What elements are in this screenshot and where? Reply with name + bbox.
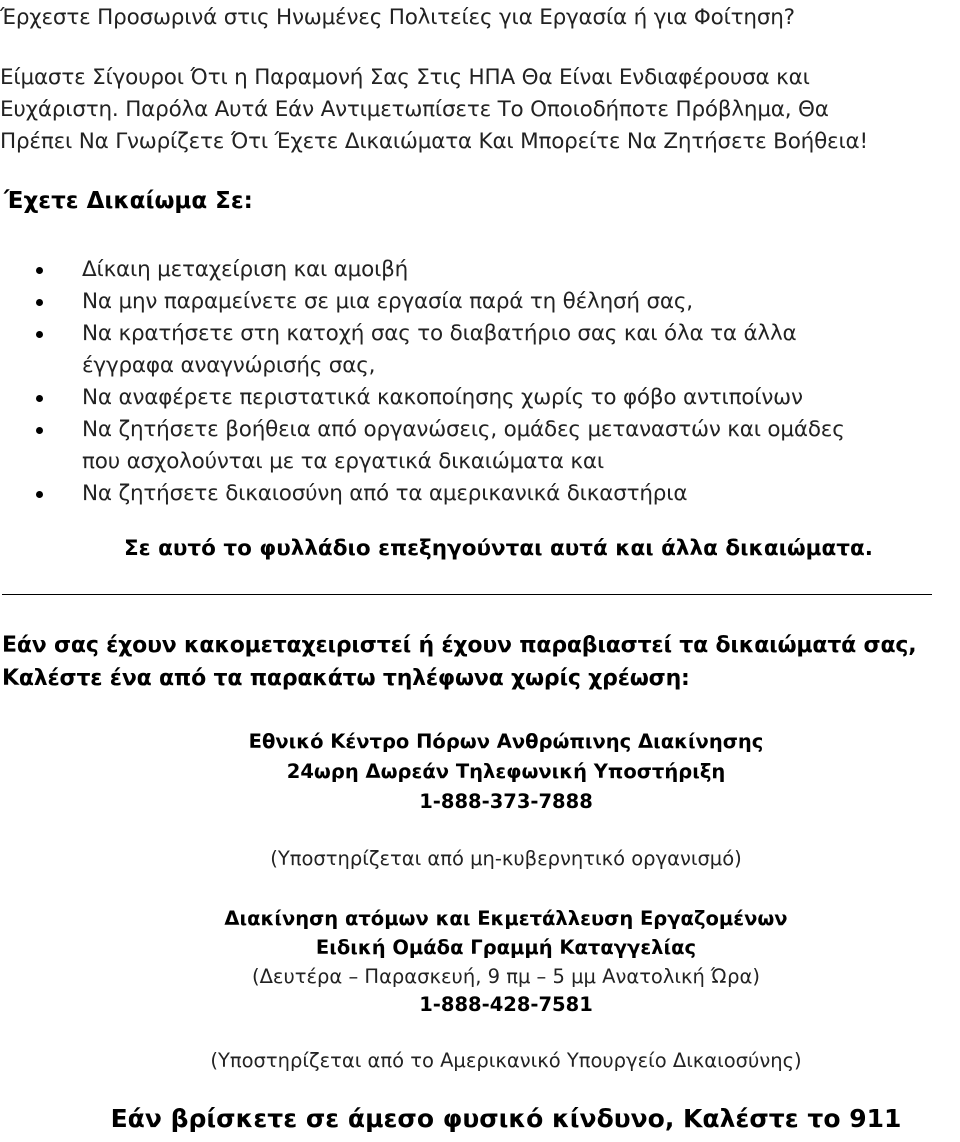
rights-item-text: Να αναφέρετε περιστατικά κακοποίησης χωρίς το φόβο αντιποίνων bbox=[82, 385, 803, 410]
abuse-notice-line-1: Εάν σας έχουν κακομεταχειριστεί ή έχουν παραβιαστεί τα δικαιώματά σας, bbox=[2, 633, 917, 658]
hotline-2-hours: (Δευτέρα – Παρασκευή, 9 πμ – 5 μμ Ανατολική Ώρα) bbox=[251, 965, 760, 988]
rights-list-item bbox=[0, 478, 960, 510]
hotline-1-support: (Υποστηρίζεται από μη-κυβερνητικό οργανισμό) bbox=[270, 847, 742, 870]
bullet-icon bbox=[36, 491, 43, 498]
hotline-2-subtitle: Ειδική Ομάδα Γραμμή Καταγγελίας bbox=[315, 936, 697, 959]
bullet-icon bbox=[36, 395, 43, 402]
hotline-1-name: Εθνικό Κέντρο Πόρων Ανθρώπινης Διακίνησης bbox=[248, 730, 764, 753]
rights-heading: Έχετε Δικαίωμα Σε: bbox=[4, 188, 253, 214]
rights-item-text: Να κρατήσετε στη κατοχή σας το διαβατήριο σας και όλα τα άλλα bbox=[82, 321, 797, 346]
bullet-icon bbox=[36, 299, 43, 306]
hotline-2-support: (Υποστηρίζεται από το Αμερικανικό Υπουργείο Δικαιοσύνης) bbox=[210, 1049, 802, 1072]
rights-list-item-continuation bbox=[0, 446, 960, 478]
rights-list-item bbox=[0, 286, 960, 318]
rights-item-text: έγγραφα αναγνώρισής σας, bbox=[82, 353, 376, 378]
rights-list-item bbox=[0, 254, 960, 286]
bullet-icon bbox=[36, 427, 43, 434]
emergency-notice: Εάν βρίσκετε σε άμεσο φυσικό κίνδυνο, Καλέστε το 911 bbox=[110, 1104, 902, 1133]
rights-list-item-continuation bbox=[0, 350, 960, 382]
bullet-icon bbox=[36, 267, 43, 274]
rights-item-text: Να ζητήσετε βοήθεια από οργανώσεις, ομάδες μεταναστών και ομάδες bbox=[82, 417, 845, 442]
abuse-notice-line-2: Καλέστε ένα από τα παρακάτω τηλέφωνα χωρίς χρέωση: bbox=[2, 666, 690, 691]
hotline-2-name: Διακίνηση ατόμων και Εκμετάλλευση Εργαζομένων bbox=[224, 907, 788, 930]
rights-list-item bbox=[0, 414, 960, 446]
rights-list bbox=[0, 254, 960, 510]
rights-item-text: Δίκαιη μεταχείριση και αμοιβή bbox=[82, 257, 409, 282]
section-divider bbox=[2, 594, 932, 595]
intro-paragraph-line-3: Πρέπει Να Γνωρίζετε Ότι Έχετε Δικαιώματα Και Μπορείτε Να Ζητήσετε Βοήθεια! bbox=[0, 129, 868, 154]
intro-paragraph-line-1: Είμαστε Σίγουροι Ότι η Παραμονή Σας Στις ΗΠΑ Θα Είναι Ενδιαφέρουσα και bbox=[0, 65, 810, 90]
rights-item-text: Να μην παραμείνετε σε μια εργασία παρά τη θέλησή σας, bbox=[82, 289, 693, 314]
pamphlet-note: Σε αυτό το φυλλάδιο επεξηγούνται αυτά και άλλα δικαιώματα. bbox=[124, 536, 873, 561]
hotline-1-subtitle: 24ωρη Δωρεάν Τηλεφωνική Υποστήριξη bbox=[286, 760, 726, 783]
intro-paragraph-line-2: Ευχάριστη. Παρόλα Αυτά Εάν Αντιμετωπίσετε Το Οποιοδήποτε Πρόβλημα, Θα bbox=[0, 97, 829, 122]
bullet-icon bbox=[36, 331, 43, 338]
rights-list-item bbox=[0, 382, 960, 414]
hotline-2-phone: 1-888-428-7581 bbox=[419, 993, 593, 1016]
hotline-1-phone: 1-888-373-7888 bbox=[419, 790, 593, 813]
rights-item-text: Να ζητήσετε δικαιοσύνη από τα αμερικανικά δικαστήρια bbox=[82, 481, 688, 506]
intro-title: Έρχεστε Προσωρινά στις Ηνωμένες Πολιτείες για Εργασία ή για Φοίτηση? bbox=[0, 5, 795, 30]
rights-list-item bbox=[0, 318, 960, 350]
rights-item-text: που ασχολούνται με τα εργατικά δικαιώματα και bbox=[82, 449, 604, 474]
